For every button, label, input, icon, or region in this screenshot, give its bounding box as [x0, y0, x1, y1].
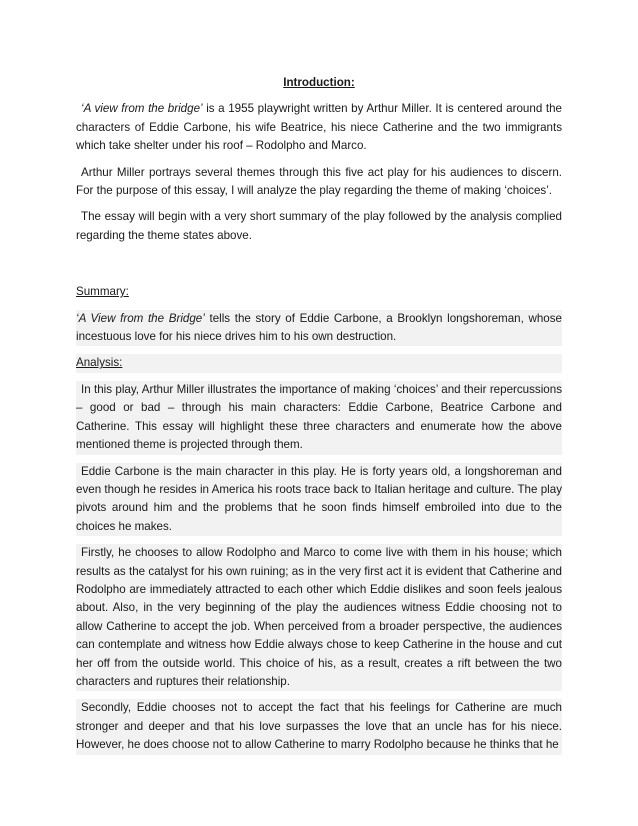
analysis-heading: Analysis: [76, 354, 562, 372]
introduction-paragraph-2: Arthur Miller portrays several themes through this five act play for his audiences to discern. For the purpose of this essay, I will analyze the play regarding the theme of making ‘choices’. [76, 165, 562, 198]
analysis-paragraph-2: Eddie Carbone is the main character in this play. He is forty years old, a longshoreman and even though he resides in America his roots trace back to Italian heritage and culture. The play pivots around him and the problems that he soon finds himself embroiled into due to the choices he makes. [76, 463, 562, 537]
analysis-paragraph-3: Firstly, he chooses to allow Rodolpho and Marco to come live with them in his house; which results as the catalyst for his own ruining; as in the very first act it is evident that Catherine and Rodolpho are immediately attracted to each other which Eddie dislikes and soon feels jealous about. Also, in the very beginning of the play the audiences witness Eddie choosing not to allow Catherine to accept the job. When perceived from a broader perspective, the audiences can contemplate and witness how Eddie always chose to keep Catherine in the house and cut her off from the outside world. This choice of his, as a result, creates a rift between the two characters and ruptures their relationship. [76, 544, 562, 691]
play-title: ‘A view from the bridge’ [81, 102, 203, 116]
play-title-summary: ‘A View from the Bridge’ [76, 311, 205, 325]
document-page [76, 74, 562, 763]
introduction-paragraph-3: The essay will begin with a very short summary of the play followed by the analysis complied regarding the theme states above. [76, 210, 562, 242]
summary-heading: Summary: [76, 285, 129, 299]
summary-paragraph-text: tells the story of Eddie Carbone, a Brooklyn longshoreman, whose incestuous love for his niece drives him to his own destruction. [76, 311, 562, 344]
analysis-paragraph-4: Secondly, Eddie chooses not to accept the fact that his feelings for Catherine are much stronger and deeper and that his love surpasses the love that an uncle has for his niece. However, he does choose not to allow Catherine to marry Rodolpho because he thinks that he [76, 699, 562, 754]
introduction-paragraph-1-text: is a 1955 playwright written by Arthur Miller. It is centered around the characters of Eddie Carbone, his wife Beatrice, his niece Catherine and the two immigrants which take shelter under his roof – Rodolpho and Marco. [76, 102, 562, 153]
introduction-heading: Introduction: [283, 76, 355, 89]
summary-paragraph [76, 310, 562, 347]
introduction-paragraph-1 [76, 100, 562, 155]
section-gap [76, 253, 562, 283]
analysis-paragraph-1: In this play, Arthur Miller illustrates the importance of making ‘choices’ and their repercussions – good or bad – through his main characters: Eddie Carbone, Beatrice Carbone and Catherine. This essay will highlight these three characters and enumerate how the above mentioned theme is projected through them. [76, 381, 562, 455]
